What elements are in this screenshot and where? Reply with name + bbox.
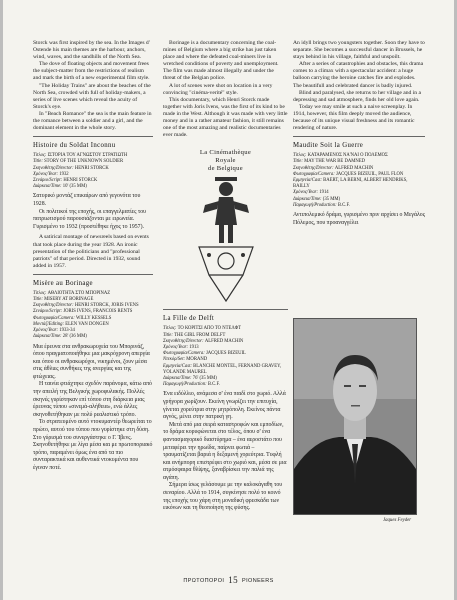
credit-value: ALFRED MACHIN (334, 165, 374, 171)
credit-value: HENRI STORCK (63, 178, 98, 184)
credit-label: Φωτογραφία/Camera: (163, 351, 206, 357)
portrait-photo (293, 318, 417, 515)
credit-label: Τίτλος: (33, 153, 48, 159)
credit-label: Ερμηνεία/Cast: (163, 363, 194, 369)
credit-row (33, 184, 153, 190)
cinematheque-line: La Cinémathèque (199, 149, 252, 157)
film-title-borinage: Misère au Borinage (33, 279, 93, 287)
credit-value: 1932 (59, 171, 69, 177)
paragraph: Ένα ειδύλλιο, ανάμεσα σ' ένα παιδί στο χωριό. Αλλά γρήγορα χωρίζουν. Εκείνη γνωρίζει την επιτυχία, γίνεται χορεύτρια στην μητρόπολη. Εκείνος πάντα αγνός, μένει στην πατρική γη. (163, 391, 286, 421)
credit-label: Διάρκεια/Time: (33, 184, 63, 190)
column-left (33, 40, 153, 473)
credit-row (33, 334, 153, 340)
paragraph: Οι πολιτικοί της εποχής, οι επαγγελματίες του πατριωτισμού παρουσιάζονται με ειρωνεία. Γυρισμένο το 1932 (προστέθηκε ήχος το 1957). (33, 208, 146, 230)
paragraph: Η ταινία φτιάχτηκε σχεδόν παράνομα, κάτω από την απειλή της Βελγικής χωροφυλακής. Πολλές σκηνές γυρίστηκαν επί τόπου στη διάρκεια μιας έρευνας τύπου «σινεμά-αλήθεια», ενώ άλλες σκηνοθετήθηκαν με πολύ ρεαλιστικό τρόπο. (33, 381, 152, 418)
paragraph: A lot of scenes were shot on location in a very convincing "cinéma-verité" style. (163, 82, 273, 96)
credit-label: Ντεκόρ/Set: (163, 357, 187, 363)
credit-value: 1913 (189, 344, 199, 350)
intro-paragraph: The dove of floating objects and movement frees the subject-matter from the restrictions of realism and mark the birth of a new experimental film style. (33, 61, 150, 82)
divider (33, 274, 153, 275)
intro-paragraph: Storck was first inspired by the sea. In the Images d' Ostende his main themes are the harbour, anchors, wind, waves, and the sandhills of the North Sea. (33, 40, 150, 61)
credits-soldat (33, 153, 153, 190)
synopsis-greek-maudite: Αντιπολεμικό δράμα, γυρισμένο πριν αρχίσει ο Μεγάλος Πόλεμος, που προαναγγέλει (293, 212, 425, 226)
credit-value: 1914 (319, 190, 329, 196)
credit-label: Σκηνοθέτης/Director: (293, 165, 335, 171)
credit-value: ELEN VAN DONGEN (65, 321, 109, 327)
intro-paragraph: "The Holiday Trains" are about the beaches of the North Sea, crowded with full of holiday-makers, a series of live scenes which reveal the acuity of Storck's eye. (33, 82, 151, 110)
credits-borinage (33, 291, 153, 341)
paragraph: Μια έρευνα στα ανθρακωρυχεία του Μπορινάζ, όπου πραγματοποιήθηκε μια μακρόχρονη απεργία και όπου οι ανθρακωρύχοι, νικημένοι, ζουν μέσα στις άθλιες συνθήκες της ανεργίας και της φτώχειας. (33, 343, 150, 380)
credit-label: Ερμηνεία/Cast: (293, 178, 324, 184)
credit-value: B.C.F. (207, 382, 220, 388)
credit-label: Φωτογραφία/Camera: (33, 315, 76, 321)
credit-row (163, 382, 288, 388)
synopsis-greek-borinage (33, 344, 153, 473)
paragraph: This documentary, which Henri Storck made together with Joris Ivens, was the first of its kind to be made in the West. Although it was made with very little money and in a rather amateur fashion, it still remains one of the most amazing and realistic documentaries ever made. (163, 96, 288, 139)
credit-value: MAY THE WAR BE DAMNED (304, 159, 366, 165)
delft-english (293, 40, 425, 132)
credit-label: Χρόνος/Year: (33, 171, 60, 177)
credit-label: Σκηνοθέτης/Director: (163, 338, 205, 344)
paragraph: Το στρατευμένο αυτό ντοκυμαντέρ θεωρείται το πρώτο, αυτού του τύπου που γυρίστηκε στη δύση. Στο γύρισμά του συνεργάστηκε ο Γ. Ίβενς. Σκηνοθετήθηκε με λίγα μέσα και με πρωτοποριακό τρόπο, παραμένει όμως ένα από τα πιο συνταρακτικά και αυθεντικά ντοκυμέντα που έγιναν ποτέ. (33, 419, 153, 471)
credit-row (293, 203, 425, 209)
film-title-delft: La Fille de Delft (163, 315, 215, 323)
intro-paragraph: In "Beach Romance" the sea is the main feature in the romance between a soldier and a girl, and the dominant element in the whole story. (33, 110, 152, 132)
synopsis-greek-soldat (33, 193, 153, 231)
credit-label: Title: (163, 332, 175, 338)
credit-label: Διάρκεια/Time: (33, 334, 63, 340)
credit-label: Σενάριο/Script: (33, 309, 64, 315)
synopsis-english-soldat (33, 234, 153, 269)
borinage-english (163, 40, 288, 139)
delft-paragraph: After a series of catastrophies and obstacles, this drama comes to a climax with a spectacular accident: a huge balloon carrying the heroine catches fire and explodes. The beautifull and celebrated dancer is badly injured. (293, 61, 424, 89)
credit-value: 76' (35 MM) (192, 375, 217, 381)
credit-value: MORAND (186, 357, 208, 363)
cinematheque-line: de Belgique (208, 165, 243, 173)
film-title-maudite: Maudite Soit la Guerre (293, 142, 364, 150)
credit-value: ΑΘΛΙΟΤΗΤΑ ΣΤΟ ΜΠΟΡΙΝΑΖ (47, 290, 111, 296)
credit-value: 28' (36 MM) (62, 334, 87, 340)
page-number: 15 (228, 575, 239, 585)
column-right (293, 40, 425, 227)
credit-value: MISERY AT BORINAGE (44, 297, 94, 303)
footer-left: ΠΡΩΤΟΠΟΡΟΙ (183, 578, 225, 584)
credit-label: Μοντάζ/Editing: (33, 321, 66, 327)
credit-value: HENRI STORCK, JORIS IVENS (74, 303, 139, 309)
credit-label: Title: (33, 297, 45, 303)
credit-value: JACQUES BIZEUIL, PAUL FLON (335, 171, 404, 177)
divider (33, 136, 153, 137)
delft-paragraph: An idyll brings two youngsters together. Soon they have to separate. She becomes a successful dancer in Brussels, he stays behind in his village, faithful and unspoilt. (293, 40, 425, 61)
paragraph: Σατυρικό μοντάζ επικαίρων από γεγονότα του 1928. (33, 193, 141, 208)
credit-label: Τίτλος: (293, 153, 308, 159)
credit-value: B.C.F. (337, 202, 350, 208)
credit-label: Σκηνοθέτης/Director: (33, 165, 75, 171)
credit-value: ΙΣΤΟΡΙΑ ΤΟΥ ΑΓΝΩΣΤΟΥ ΣΤΡΑΤΙΩΤΗ (47, 153, 128, 159)
credit-label: Title: (33, 159, 45, 165)
divider (293, 136, 425, 137)
credits-delft (163, 326, 288, 388)
credit-value: ALFRED MACHIN (204, 338, 244, 344)
credit-label: Διάρκεια/Time: (293, 196, 323, 202)
credit-value: 10' (35 MM) (62, 184, 87, 190)
credit-row (163, 364, 288, 376)
footer-right: PIONEERS (242, 578, 274, 584)
credit-value: ΚΑΤΑΡΑΜΕΝΟΣ ΝΑ'ΝΑΙ Ο ΠΟΛΕΜΟΣ (307, 153, 388, 159)
credit-label: Τίτλος: (163, 326, 178, 332)
credit-value: BLANCHE MONTEL, FERNAND GRAVEY, YOLANDE MAUREL (163, 363, 282, 375)
credit-value: THE GIRL FROM DELFT (174, 332, 226, 338)
credit-label: Σκηνοθέτης/Director: (33, 303, 75, 309)
credit-value: STORY OF THE UNKNOWN SOLDIER (44, 159, 124, 165)
credit-label: Σενάριο/Script: (33, 178, 64, 184)
credit-label: Χρόνος/Year: (293, 190, 320, 196)
cinematheque-logo (185, 175, 267, 305)
credits-maudite (293, 153, 425, 209)
paragraph: Borinage is a documentary concerning the coal-mines of Belgium where a big strike has just taken place and where the defeated coal-miners live in wretched conditions of poverty and unemployment. The film was made almost illegally and under the threat of the Belgian police. (163, 40, 279, 82)
credit-label: Χρόνος/Year: (163, 344, 190, 350)
page-footer (3, 575, 454, 585)
credit-value: WILLY KESSELS (75, 315, 112, 321)
column-middle (163, 40, 288, 513)
paragraph: A satirical montage of newsreels based on events that took place during the year 1928. An ironic presentation of the politicians and "professional patriots" of that period. Directed in 1932, sound added in 1957. (33, 234, 149, 269)
photo-caption: Jaques Feyder (383, 518, 412, 523)
portrait-image (294, 319, 416, 514)
paragraph: Μετά από μια σειρά καταστροφών και εμποδίων, το δράμα κορυφώνεται στο τέλος, όπου σ' ένα φαντασμαγορικό διαστύρημα – ένα αεροστάτο που μεταφέρει την ηρωίδα, παίρνει φωτιά – τραυματίζεται βαριά η δεξαμενή χορεύτρια. Τυφλή και ανήμπορη επιστρέφει στο χωριό και, μέσα σε μια ατμόσφαιρα θλίψης, ξαναβρίσκει την παλιά της αγάπη. (163, 421, 287, 481)
credit-label: Φωτογραφία/Camera: (293, 171, 336, 177)
paragraph: Σήμερα ίσως γελάσουμε με την καλοκάγαθη του σεναρίου. Αλλά το 1914, συγκίνησε πολύ το κοινό της εποχής του χάρη στη μοναδική φρεσκάδα των εικόνων και τη θεοποίηση της φύσης. (163, 482, 283, 512)
credit-label: Τίτλος: (33, 290, 48, 296)
credit-value: JACQUES BIZEUIL (205, 351, 246, 357)
credit-label: Παραγωγή/Production: (163, 382, 208, 388)
credit-label: Διάρκεια/Time: (163, 375, 193, 381)
credit-value: 1933-34 (59, 328, 75, 334)
credit-value: JORIS IVENS, FRANCOIS RENTS (63, 309, 133, 315)
film-title-soldat: Histoire du Soldat Inconnu (33, 142, 116, 150)
credit-label: Χρόνος/Year: (33, 328, 60, 334)
synopsis-greek-delft (163, 391, 288, 513)
divider (163, 309, 288, 310)
cinematheque-line: Royale (215, 157, 236, 165)
credit-label: Παραγωγή/Production: (293, 202, 338, 208)
credit-value: ΤΟ ΚΟΡΙΤΣΙ ΑΠΟ ΤΟ ΝΤΕΛΦΤ (177, 326, 242, 332)
delft-paragraph: Blind and paralysed, she returns to her village and in a depressing and sad atmosphere, finds her old love again. (293, 89, 421, 103)
storck-intro (33, 40, 153, 132)
credit-value: BAERT, LA BERNI, ALBERT HENDRIKS, BAILLY (293, 178, 408, 190)
cinematheque-heading (163, 149, 288, 173)
delft-paragraph: Today we may smile at such a naive screenplay. In 1914, however, this film deeply moved the audience, because of its unique visual freshness and its romantic rendering of nature. (293, 103, 415, 132)
credit-row (293, 178, 425, 190)
credit-value: HENRI STORCK (74, 165, 109, 171)
credit-value: (35 MM) (322, 196, 341, 202)
credit-label: Title: (293, 159, 305, 165)
